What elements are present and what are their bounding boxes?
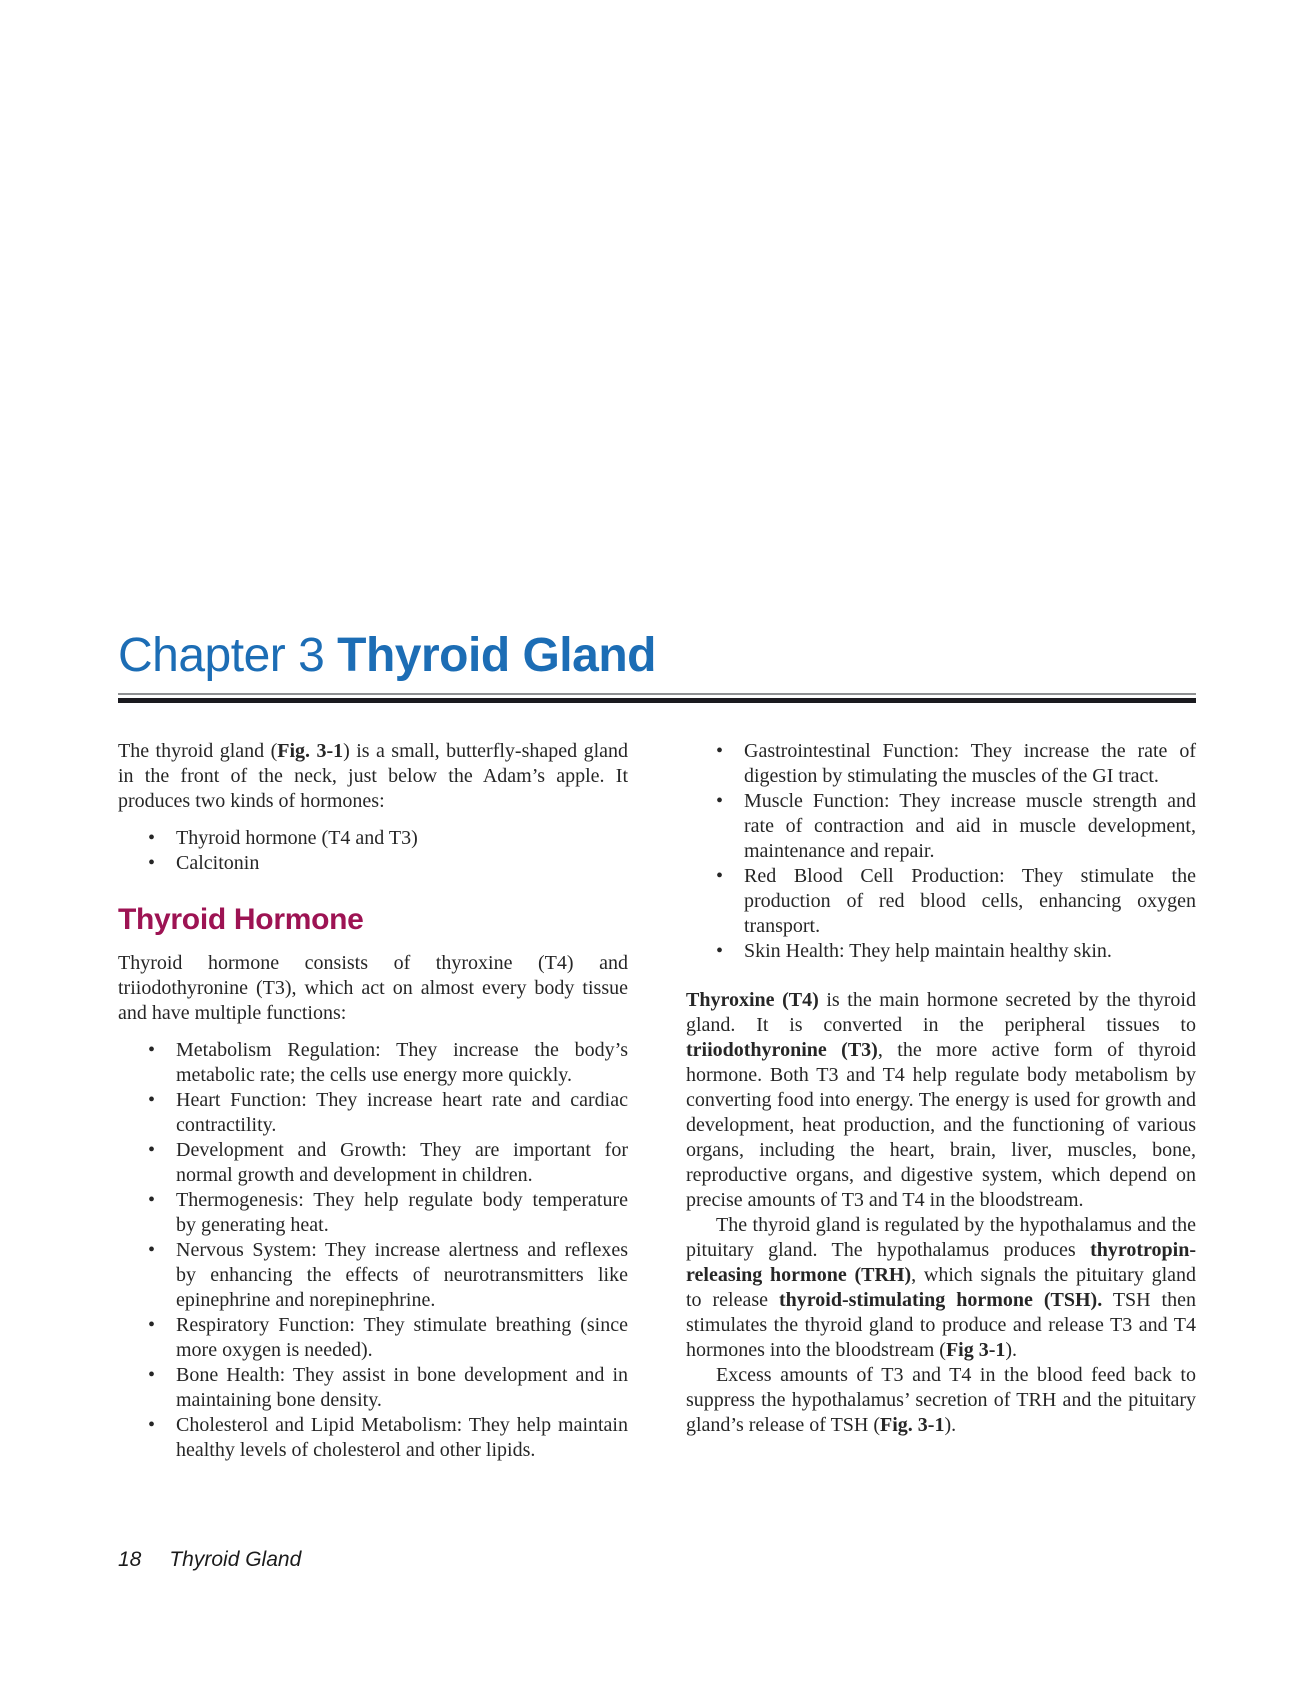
list-item: • Gastrointestinal Function: They increase the rate of digestion by stimulating the muscles of the GI tract.: [686, 739, 1196, 789]
two-column-body: [118, 739, 1196, 1463]
running-title: Thyroid Gland: [169, 1548, 302, 1571]
title-rule-thin: [118, 693, 1196, 695]
page-number: 18: [118, 1548, 142, 1571]
list-item: • Red Blood Cell Production: They stimulate the production of red blood cells, enhancing oxygen transport.: [686, 864, 1196, 939]
functions-list: [118, 1038, 628, 1463]
list-item: • Nervous System: They increase alertness and reflexes by enhancing the effects of neurotransmitters like epinephrine and norepinephrine.: [118, 1238, 628, 1313]
thyroxine-paragraph: Thyroxine (T4) is the main hormone secreted by the thyroid gland. It is converted in the peripheral tissues to triiodothyronine (T3), the more active form of thyroid hormone. Both T3 and T4 help regulate body metabolism by converting food into energy. The energy is used for growth and development, heat production, and the functioning of various organs, including the heart, brain, liver, muscles, bone, reproductive organs, and digestive system, which depend on precise amounts of T3 and T4 in the bloodstream.: [686, 989, 1196, 1212]
chapter-title: [118, 628, 1196, 683]
hormone-paragraphs: [686, 988, 1196, 1438]
left-column: [118, 739, 628, 1463]
list-item: • Skin Health: They help maintain healthy skin.: [686, 939, 1196, 964]
functions-list-continued: [686, 739, 1196, 964]
bold-term: triiodothyronine (T3): [686, 1039, 878, 1062]
regulation-paragraph: The thyroid gland is regulated by the hypothalamus and the pituitary gland. The hypothalamus produces thyrotropin-releasing hormone (TRH), which signals the pituitary gland to release thyroid-stimulating hormone (TSH). TSH then stimulates the thyroid gland to produce and release T3 and T4 hormones into the bloodstream (Fig 3-1).: [686, 1214, 1196, 1362]
page-content: [118, 628, 1196, 1463]
section-heading: Thyroid Hormone: [118, 903, 364, 937]
title-rule-thick: [118, 698, 1196, 703]
hormone-types-list: [118, 826, 628, 876]
bold-term: Fig. 3-1: [277, 740, 344, 763]
list-item: • Respiratory Function: They stimulate breathing (since more oxygen is needed).: [118, 1313, 628, 1363]
bold-term: Fig. 3-1: [880, 1414, 945, 1437]
chapter-name: Thyroid Gland: [337, 629, 656, 682]
page-footer: [118, 1548, 301, 1572]
list-item: • Development and Growth: They are important for normal growth and development in children.: [118, 1138, 628, 1188]
list-item: • Thermogenesis: They help regulate body temperature by generating heat.: [118, 1188, 628, 1238]
list-item: • Calcitonin: [118, 851, 628, 876]
list-item: • Heart Function: They increase heart rate and cardiac contractility.: [118, 1088, 628, 1138]
list-item: • Metabolism Regulation: They increase the body’s metabolic rate; the cells use energy more quickly.: [118, 1038, 628, 1088]
intro-paragraph: The thyroid gland (Fig. 3-1) is a small, butterfly-shaped gland in the front of the neck, just below the Adam’s apple. It produces two kinds of hormones:: [118, 740, 628, 813]
bold-term: Fig 3-1: [945, 1339, 1006, 1362]
bold-term: Thyroxine (T4): [686, 989, 819, 1012]
chapter-number: Chapter 3: [118, 629, 338, 682]
bold-term: thyroid-stimulating hormone (TSH).: [778, 1289, 1103, 1312]
section-intro-paragraph: Thyroid hormone consists of thyroxine (T4) and triiodothyronine (T3), which act on almost every body tissue and have multiple functions:: [118, 952, 628, 1025]
right-column: [686, 739, 1196, 1463]
bold-term: thyrotropin-releasing hormone (TRH): [686, 1239, 1196, 1287]
list-item: • Bone Health: They assist in bone development and in maintaining bone density.: [118, 1363, 628, 1413]
list-item: • Cholesterol and Lipid Metabolism: They help maintain healthy levels of cholesterol and other lipids.: [118, 1413, 628, 1463]
list-item: • Thyroid hormone (T4 and T3): [118, 826, 628, 851]
list-item: • Muscle Function: They increase muscle strength and rate of contraction and aid in muscle development, maintenance and repair.: [686, 789, 1196, 864]
feedback-paragraph: Excess amounts of T3 and T4 in the blood feed back to suppress the hypothalamus’ secretion of TRH and the pituitary gland’s release of TSH (Fig. 3-1).: [686, 1364, 1196, 1437]
